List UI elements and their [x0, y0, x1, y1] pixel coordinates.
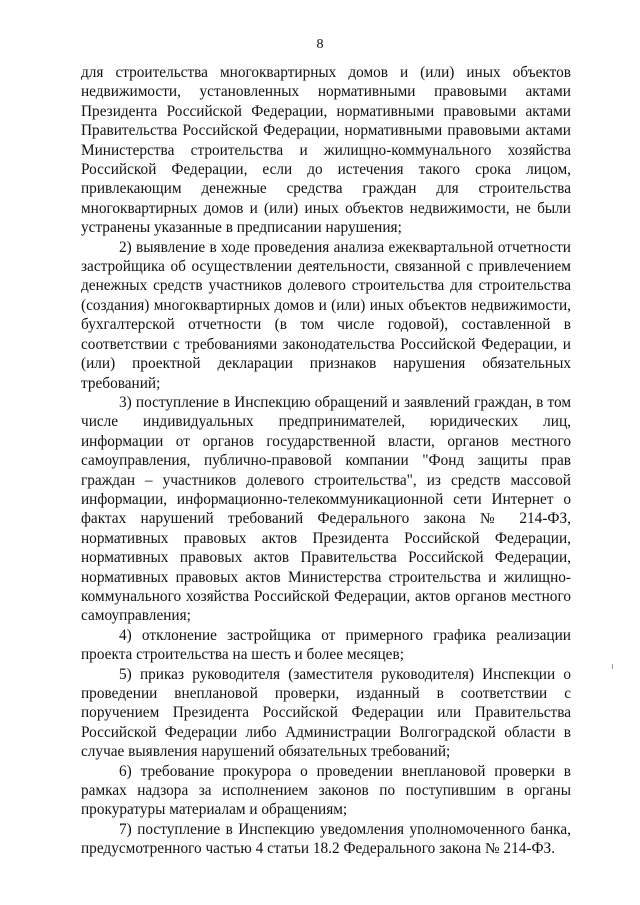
document-body: [81, 63, 571, 859]
paragraph-continuation: для строительства многоквартирных домов и (или) иных объектов недвижимости, установленных нормативными правовыми актами Президента Российской Федерации, нормативными правовыми актами Правительства Российской Федерации, нормативными правовыми актами Министерства строительства и жилищно-коммунального хозяйства Российской Федерации, если до истечения такого срока лицом, привлекающим денежные средства граждан для строительства многоквартирных домов и (или) иных объектов недвижимости, не были устранены указанные в предписании нарушения;: [81, 64, 571, 237]
paragraph-item-5: 5) приказ руководителя (заместителя руководителя) Инспекции о проведении внеплановой проверки, изданный в соответствии с поручением Президента Российской Федерации или Правительства Российской Федерации либо Администрации Волгоградской области в случае выявления нарушений обязательных требований;: [81, 665, 571, 761]
scan-speck: [612, 664, 613, 669]
paragraph-item-6: 6) требование прокурора о проведении внеплановой проверки в рамках надзора за исполнением законов по поступившим в органы прокуратуры материалам и обращениям;: [81, 762, 571, 819]
page-number: 8: [316, 37, 324, 52]
paragraph-item-3: 3) поступление в Инспекцию обращений и заявлений граждан, в том числе индивидуальных предпринимателей, юридических лиц, информации от органов государственной власти, органов местного самоуправления, публично-правовой компании "Фонд защиты прав граждан – участников долевого строительства", из средств массовой информации, информационно-телекоммуникационной сети Интернет о фактах нарушений требований Федерального закона № 214-ФЗ, нормативных правовых актов Президента Российской Федерации, нормативных правовых актов Правительства Российской Федерации, нормативных правовых актов Министерства строительства и жилищно-коммунального хозяйства Российской Федерации, актов органов местного самоуправления;: [81, 393, 571, 625]
paragraph-item-4: 4) отклонение застройщика от примерного графика реализации проекта строительства на шесть и более месяцев;: [81, 626, 571, 664]
paragraph-item-2: 2) выявление в ходе проведения анализа ежеквартальной отчетности застройщика об осуществлении деятельности, связанной с привлечением денежных средств участников долевого строительства для строительства (создания) многоквартирных домов и (или) иных объектов недвижимости, бухгалтерской отчетности (в том числе годовой), составленной в соответствии с требованиями законодательства Российской Федерации, и (или) проектной декларации признаков нарушения обязательных требований;: [81, 238, 571, 392]
paragraph-item-7: 7) поступление в Инспекцию уведомления уполномоченного банка, предусмотренного частью 4 статьи 18.2 Федерального закона № 214-ФЗ.: [81, 820, 571, 858]
